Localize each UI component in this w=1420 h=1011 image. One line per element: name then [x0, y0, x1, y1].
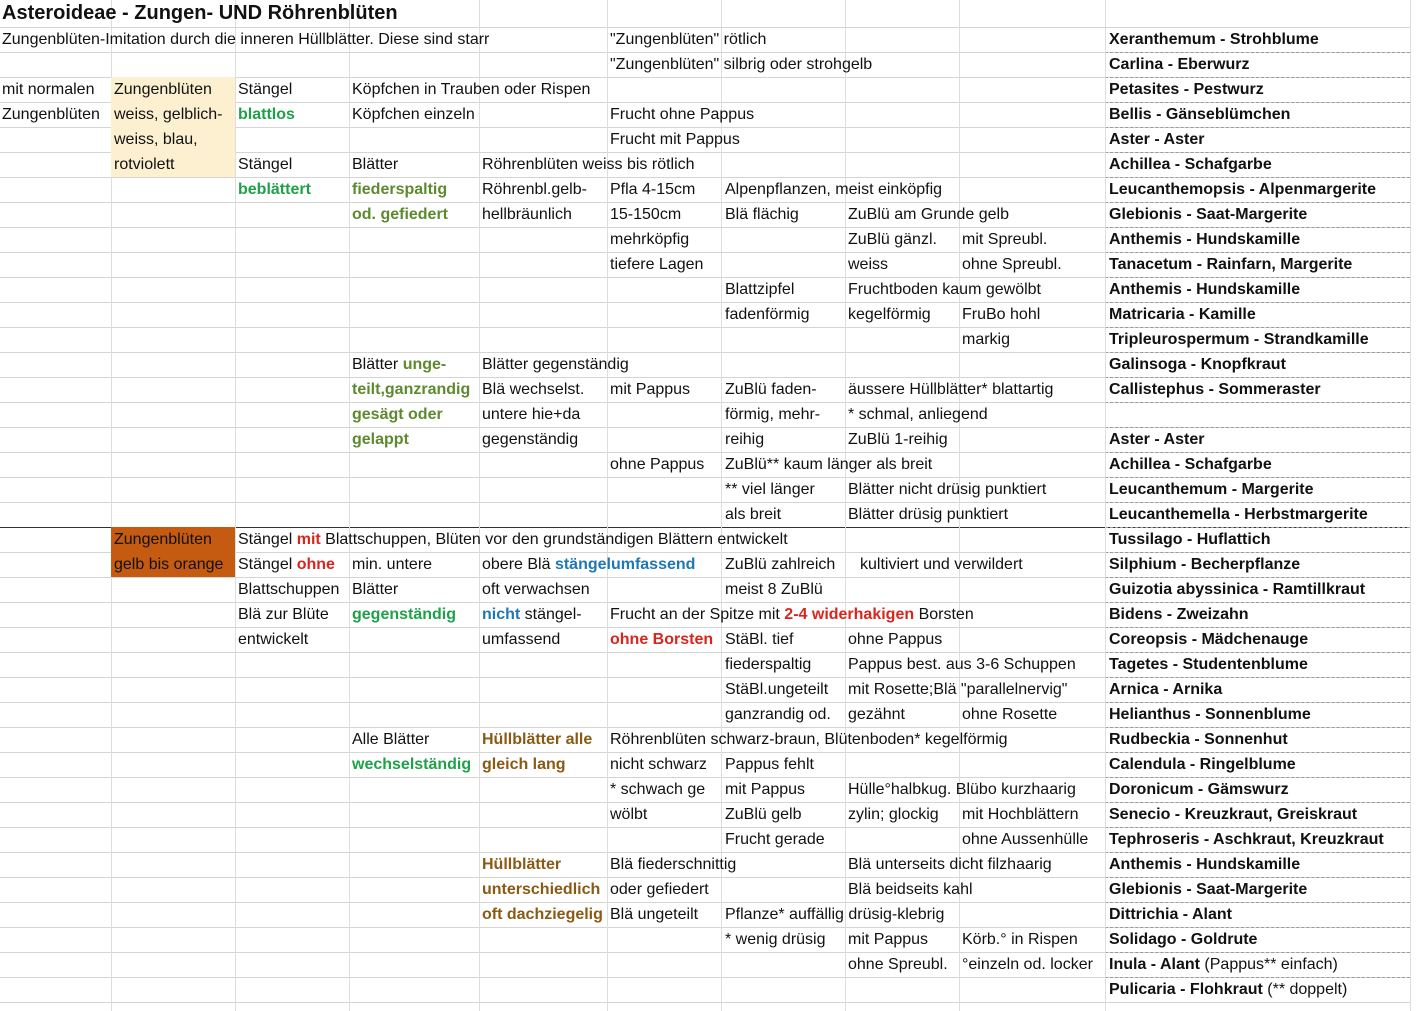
key-cell: blattlos [238, 106, 295, 123]
key-cell: StäBl. tief [725, 631, 794, 648]
result-cell: Aster - Aster [1109, 431, 1205, 448]
result-cell [1109, 952, 1338, 977]
result-cell: Dittrichia - Alant [1109, 906, 1232, 923]
key-cell: ZuBlü gänzl. [848, 231, 937, 248]
key-cell: reihig [725, 431, 765, 448]
key-cell: Blattschuppen [238, 581, 340, 598]
key-cell: Körb.° in Rispen [962, 931, 1078, 948]
key-cell: Frucht mit Pappus [610, 131, 740, 148]
key-cell: ohne Spreubl. [962, 256, 1062, 273]
key-cell: Frucht gerade [725, 831, 825, 848]
key-cell [610, 602, 974, 627]
key-cell: entwickelt [238, 631, 309, 648]
cell-text-part: Pulicaria - Flohkraut [1109, 981, 1263, 998]
key-cell: wechselständig [352, 756, 472, 773]
key-cell: ohne Aussenhülle [962, 831, 1089, 848]
key-cell: mit Pappus [610, 381, 691, 398]
result-cell: Leucanthemopsis - Alpenmargerite [1109, 181, 1377, 198]
column-line [349, 0, 350, 1011]
key-cell: fadenförmig [725, 306, 810, 323]
key-cell: StäBl.ungeteilt [725, 681, 829, 698]
result-cell: Glebionis - Saat-Margerite [1109, 881, 1308, 898]
result-cell: Anthemis - Hundskamille [1109, 281, 1301, 298]
key-cell: * schwach ge [610, 781, 706, 798]
key-cell: kegelförmig [848, 306, 931, 323]
key-cell: weiss [848, 256, 889, 273]
key-cell: Hülle°halbkug. Blübo kurzhaarig [848, 781, 1076, 798]
cell-text-part: obere Blä [482, 556, 555, 573]
key-cell: Pappus best. aus 3-6 Schuppen [848, 656, 1076, 673]
result-cell: Coreopsis - Mädchenauge [1109, 631, 1309, 648]
key-cell: mit Rosette;Blä "parallelnervig" [848, 681, 1068, 698]
key-cell: gleich lang [482, 756, 566, 773]
key-cell: Köpfchen einzeln [352, 106, 475, 123]
cell-text-part: (Pappus** einfach) [1199, 956, 1338, 973]
result-cell [1109, 977, 1347, 1002]
cell-text-part: nicht [482, 606, 521, 623]
key-cell: ** viel länger [725, 481, 815, 498]
column-line [235, 0, 236, 1011]
key-cell: gegenständig [482, 431, 579, 448]
column-line [479, 0, 480, 1011]
key-cell: * wenig drüsig [725, 931, 826, 948]
result-cell: Calendula - Ringelblume [1109, 756, 1296, 773]
column-line [1410, 0, 1411, 1011]
key-cell: hellbräunlich [482, 206, 572, 223]
key-cell: Röhrenbl.gelb- [482, 181, 587, 198]
key-cell: ohne Pappus [610, 456, 705, 473]
result-separator [1105, 402, 1410, 403]
result-cell: Senecio - Kreuzkraut, Greiskraut [1109, 806, 1358, 823]
key-cell: weiss, gelblich- [114, 106, 223, 123]
result-cell: Achillea - Schafgarbe [1109, 456, 1272, 473]
key-cell: ZuBlü gelb [725, 806, 802, 823]
key-cell: ganzrandig od. [725, 706, 831, 723]
row-line [0, 1002, 1410, 1003]
key-cell: gezähnt [848, 706, 905, 723]
key-cell: Blä unterseits dicht filzhaarig [848, 856, 1052, 873]
key-cell: Hüllblätter [482, 856, 562, 873]
key-cell: Frucht ohne Pappus [610, 106, 755, 123]
result-cell: Tephroseris - Aschkraut, Kreuzkraut [1109, 831, 1384, 848]
key-cell: Blätter [352, 156, 399, 173]
key-cell: Blätter drüsig punktiert [848, 506, 1009, 523]
key-cell: °einzeln od. locker [962, 956, 1093, 973]
sheet-title: Asteroideae - Zungen- UND Röhrenblüten [2, 2, 398, 24]
result-cell: Achillea - Schafgarbe [1109, 156, 1272, 173]
key-cell: Pflanze* auffällig drüsig-klebrig [725, 906, 945, 923]
key-cell: Blätter nicht drüsig punktiert [848, 481, 1047, 498]
key-cell: "Zungenblüten" rötlich [610, 31, 767, 48]
result-cell: Aster - Aster [1109, 131, 1205, 148]
result-cell: Tanacetum - Rainfarn, Margerite [1109, 256, 1353, 273]
result-cell: Petasites - Pestwurz [1109, 81, 1264, 98]
key-cell: teilt,ganzrandig [352, 381, 471, 398]
result-cell: Xeranthemum - Strohblume [1109, 31, 1319, 48]
key-cell: zylin; glockig [848, 806, 939, 823]
key-cell: rotviolett [114, 156, 175, 173]
key-cell: ZuBlü faden- [725, 381, 817, 398]
result-cell: Silphium - Becherpflanze [1109, 556, 1301, 573]
result-cell: Tagetes - Studentenblume [1109, 656, 1308, 673]
key-cell: oft verwachsen [482, 581, 590, 598]
key-cell: Blätter [352, 581, 399, 598]
key-cell: als breit [725, 506, 782, 523]
key-cell: Blattzipfel [725, 281, 795, 298]
key-cell: ZuBlü zahlreich [725, 556, 836, 573]
key-cell: umfassend [482, 631, 561, 648]
key-cell: förmig, mehr- [725, 406, 821, 423]
cell-text-part: Frucht an der Spitze mit [610, 606, 785, 623]
key-cell: min. untere [352, 556, 433, 573]
key-cell: ZuBlü am Grunde gelb [848, 206, 1009, 223]
key-cell: mit normalen [2, 81, 95, 98]
key-cell: Alle Blätter [352, 731, 430, 748]
cell-text-part: (** doppelt) [1262, 981, 1348, 998]
key-cell: oft dachziegelig [482, 906, 603, 923]
key-cell: Zungenblüten-Imitation durch die inneren Hüllblätter. Diese sind starr [2, 31, 490, 48]
key-cell: Alpenpflanzen, meist einköpfig [725, 181, 943, 198]
key-cell: Röhrenblüten weiss bis rötlich [482, 156, 695, 173]
key-cell: 15-150cm [610, 206, 682, 223]
key-cell: ZuBlü 1-reihig [848, 431, 948, 448]
key-cell: Blä wechselst. [482, 381, 585, 398]
key-cell: ohne Borsten [610, 631, 714, 648]
result-cell: Guizotia abyssinica - Ramtillkraut [1109, 581, 1366, 598]
cell-text-part: mit [296, 531, 321, 548]
cell-text-part: unge- [402, 356, 447, 373]
result-cell: Carlina - Eberwurz [1109, 56, 1250, 73]
key-cell: Blä fiederschnittig [610, 856, 737, 873]
key-cell: Stängel [238, 156, 293, 173]
key-cell: meist 8 ZuBlü [725, 581, 823, 598]
cell-text-part: Stängel [238, 556, 297, 573]
key-cell: kultiviert und verwildert [860, 556, 1023, 573]
result-cell: Rudbeckia - Sonnenhut [1109, 731, 1288, 748]
result-cell: Leucanthemum - Margerite [1109, 481, 1314, 498]
key-cell: * schmal, anliegend [848, 406, 988, 423]
result-cell: Glebionis - Saat-Margerite [1109, 206, 1308, 223]
key-cell: Pappus fehlt [725, 756, 814, 773]
key-cell: Blä ungeteilt [610, 906, 699, 923]
key-cell: fiederspaltig [352, 181, 448, 198]
column-line [1105, 0, 1106, 1011]
cell-text-part: 2-4 widerhakigen [784, 606, 915, 623]
key-cell: nicht schwarz [610, 756, 707, 773]
key-cell: Zungenblüten [114, 81, 212, 98]
result-cell: Solidago - Goldrute [1109, 931, 1258, 948]
key-cell: Fruchtboden kaum gewölbt [848, 281, 1041, 298]
key-cell: ohne Pappus [848, 631, 943, 648]
cell-text-part: ohne [296, 556, 335, 573]
key-cell: fiederspaltig [725, 656, 812, 673]
key-cell: tiefere Lagen [610, 256, 704, 273]
result-cell: Matricaria - Kamille [1109, 306, 1256, 323]
key-cell: gelappt [352, 431, 409, 448]
key-cell: mit Pappus [848, 931, 929, 948]
key-cell: ohne Rosette [962, 706, 1058, 723]
key-cell: gelb bis orange [114, 556, 224, 573]
result-cell: Doronicum - Gämswurz [1109, 781, 1289, 798]
key-cell: untere hie+da [482, 406, 581, 423]
key-cell [238, 552, 335, 577]
result-cell: Tussilago - Huflattich [1109, 531, 1271, 548]
key-cell [482, 602, 582, 627]
key-cell: Blä beidseits kahl [848, 881, 973, 898]
key-cell: Zungenblüten [114, 531, 212, 548]
result-cell: Anthemis - Hundskamille [1109, 856, 1301, 873]
key-cell: Blä zur Blüte [238, 606, 329, 623]
result-cell: Helianthus - Sonnenblume [1109, 706, 1311, 723]
cell-text-part: stängelumfassend [554, 556, 696, 573]
result-cell: Anthemis - Hundskamille [1109, 231, 1301, 248]
key-cell: beblättert [238, 181, 311, 198]
key-cell: FruBo hohl [962, 306, 1041, 323]
key-cell: ZuBlü** kaum länger als breit [725, 456, 933, 473]
key-cell [482, 552, 695, 577]
key-cell: Stängel [238, 81, 293, 98]
result-cell: Bellis - Gänseblümchen [1109, 106, 1291, 123]
cell-text-part: stängel- [520, 606, 582, 623]
result-cell: Callistephus - Sommeraster [1109, 381, 1321, 398]
cell-text-part: Blattschuppen, Blüten vor den grundständigen Blättern entwickelt [320, 531, 788, 548]
key-cell: od. gefiedert [352, 206, 449, 223]
result-cell: Tripleurospermum - Strandkamille [1109, 331, 1369, 348]
key-cell: gegenständig [352, 606, 457, 623]
column-line [845, 0, 846, 1011]
result-cell: Bidens - Zweizahn [1109, 606, 1249, 623]
key-cell: mit Spreubl. [962, 231, 1048, 248]
key-cell: unterschiedlich [482, 881, 601, 898]
key-cell: wölbt [610, 806, 648, 823]
key-cell: mit Pappus [725, 781, 806, 798]
key-cell: mehrköpfig [610, 231, 690, 248]
key-cell: weiss, blau, [114, 131, 198, 148]
key-cell: gesägt oder [352, 406, 443, 423]
key-cell: Röhrenblüten schwarz-braun, Blütenboden* kegelförmig [610, 731, 1008, 748]
key-cell [238, 527, 788, 552]
key-cell [352, 352, 446, 377]
key-cell: Zungenblüten [2, 106, 100, 123]
key-cell: mit Hochblättern [962, 806, 1079, 823]
key-cell: Köpfchen in Trauben oder Rispen [352, 81, 591, 98]
cell-text-part: Borsten [914, 606, 974, 623]
key-cell: Pfla 4-15cm [610, 181, 696, 198]
cell-text-part: Blätter [352, 356, 403, 373]
key-cell: oder gefiedert [610, 881, 709, 898]
cell-text-part: Stängel [238, 531, 297, 548]
key-cell: ohne Spreubl. [848, 956, 948, 973]
key-cell: äussere Hüllblätter* blattartig [848, 381, 1054, 398]
result-cell: Arnica - Arnika [1109, 681, 1223, 698]
key-cell: markig [962, 331, 1011, 348]
result-cell: Leucanthemella - Herbstmargerite [1109, 506, 1368, 523]
cell-text-part: Inula - Alant [1109, 956, 1200, 973]
key-cell: Blätter gegenständig [482, 356, 629, 373]
key-cell: Blä flächig [725, 206, 799, 223]
result-cell: Galinsoga - Knopfkraut [1109, 356, 1286, 373]
key-cell: "Zungenblüten" silbrig oder strohgelb [610, 56, 873, 73]
key-cell: Hüllblätter alle [482, 731, 593, 748]
